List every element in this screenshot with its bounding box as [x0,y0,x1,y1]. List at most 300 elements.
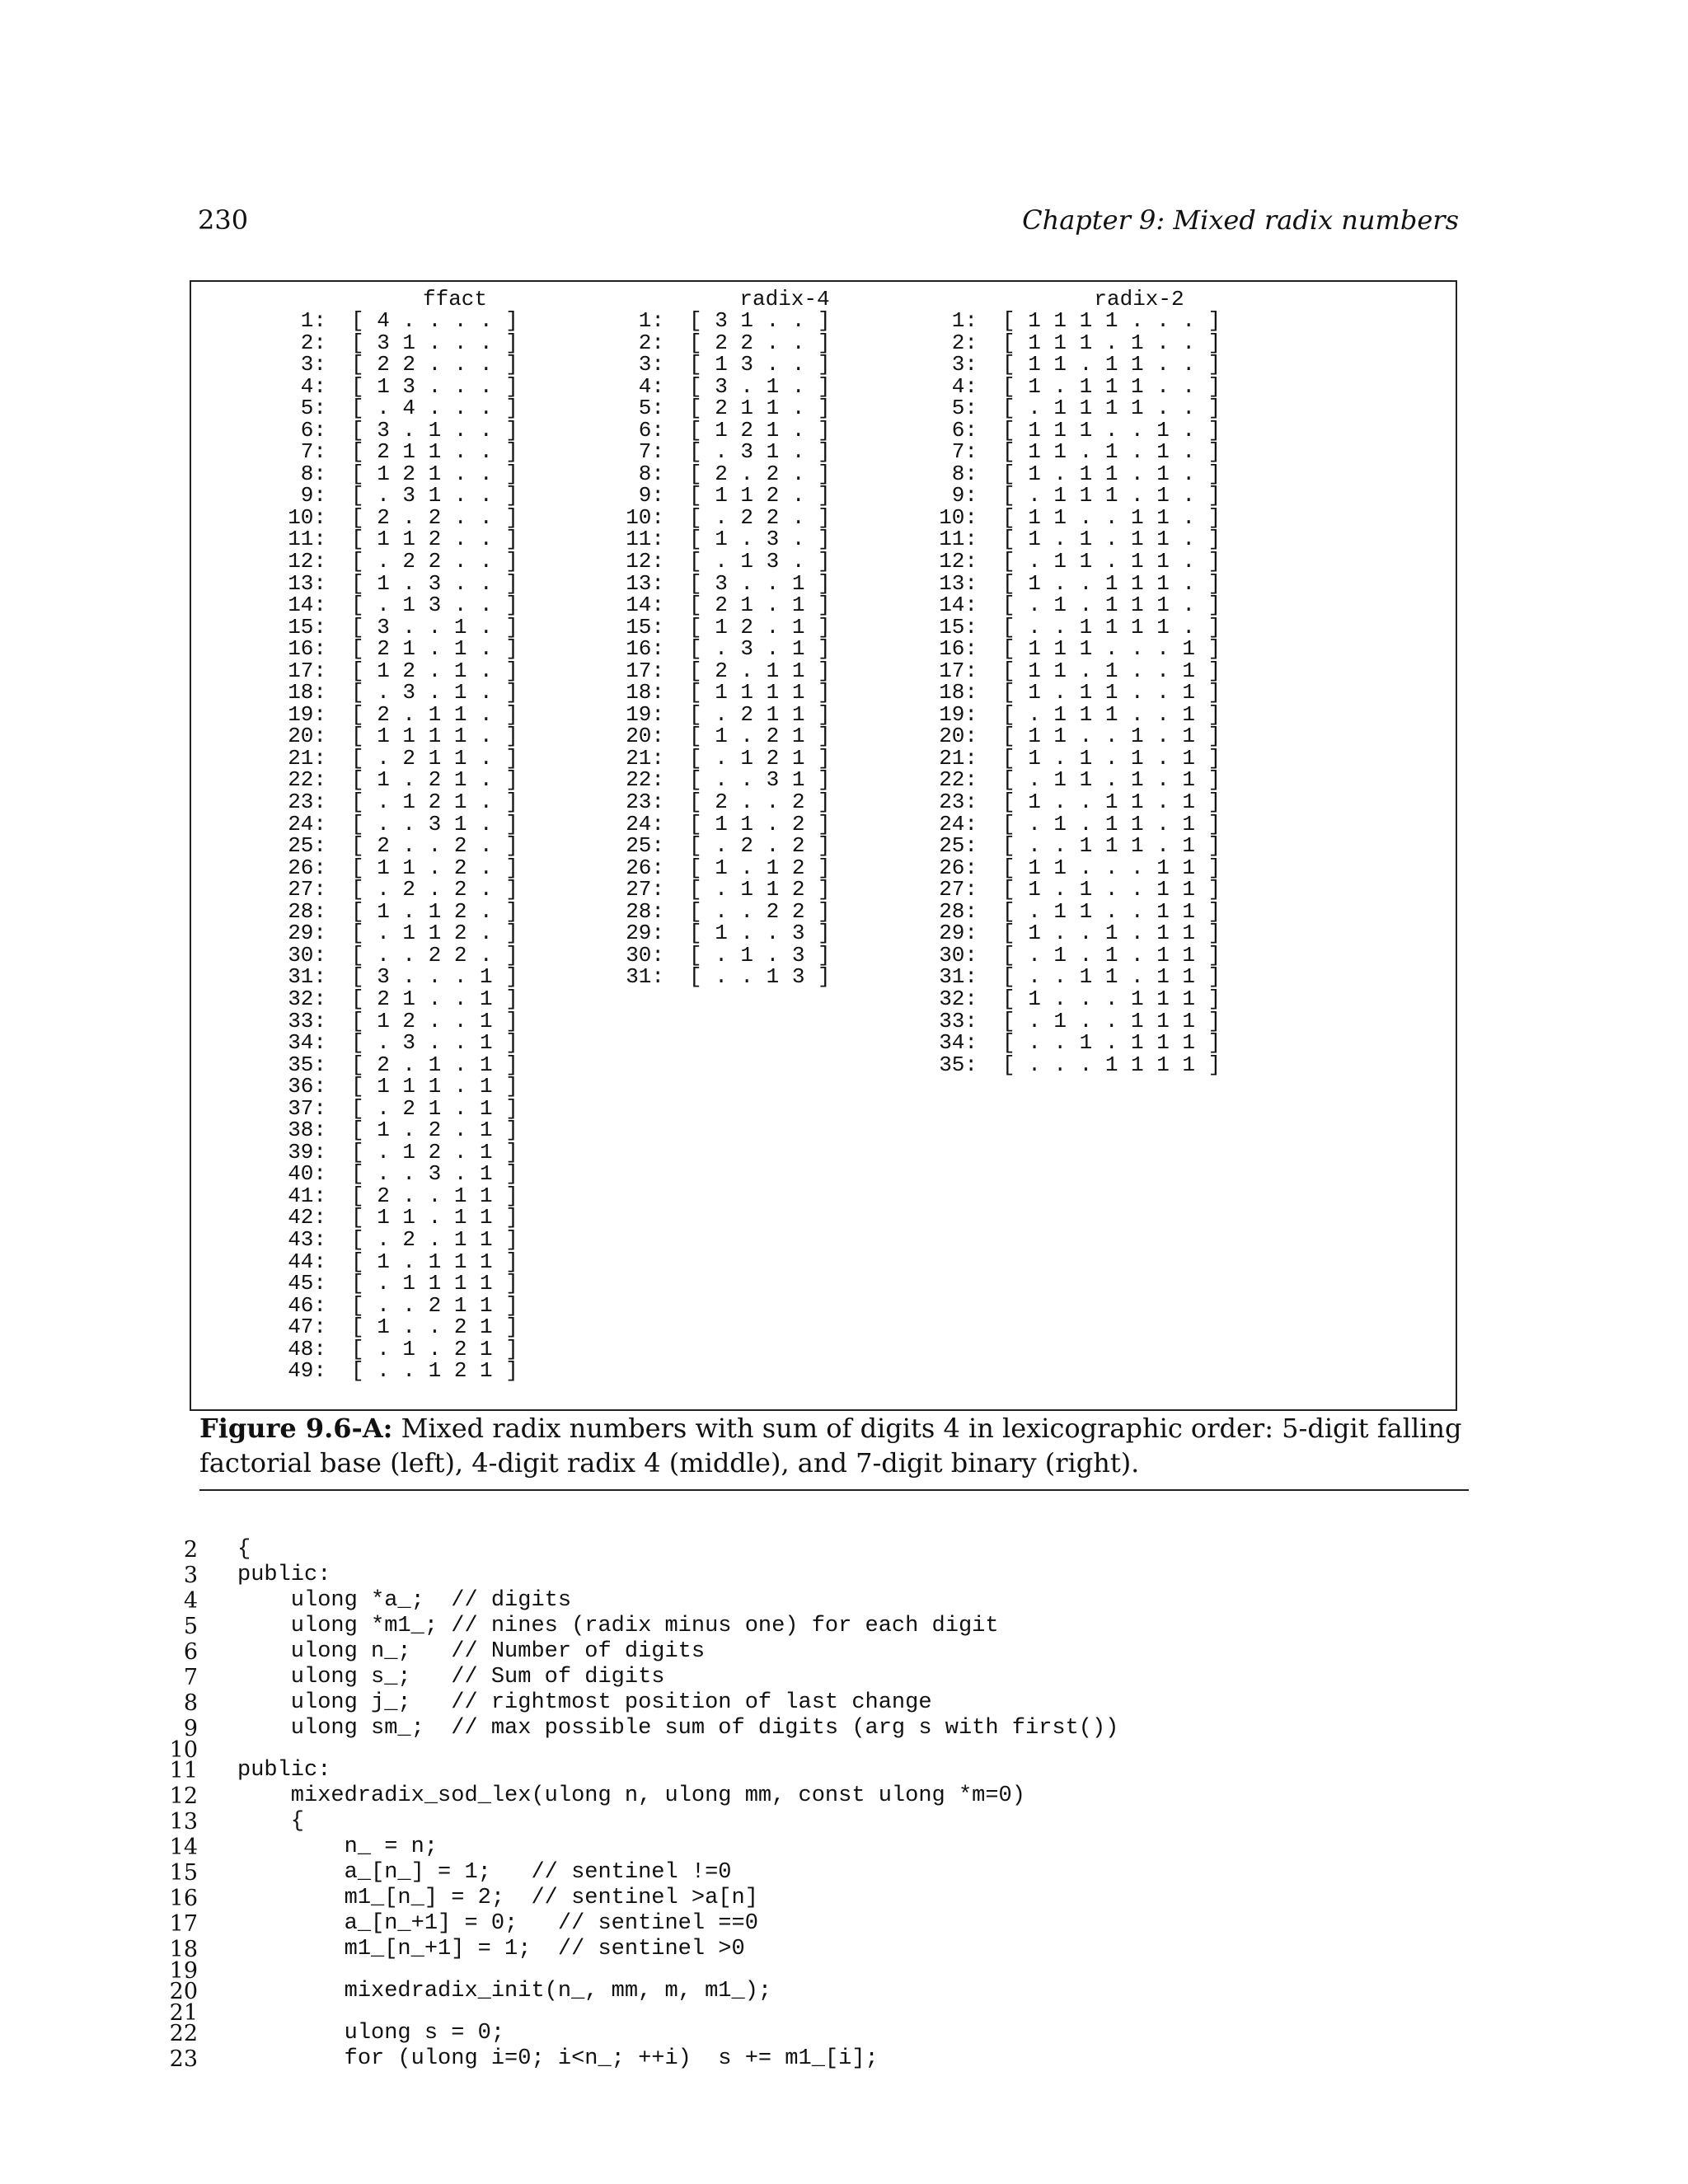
row-digits: [ . 3 . . 1 ] [351,1030,518,1056]
row-number: 8: [300,461,326,486]
row-number: 31: [626,964,664,990]
figure-row [274,835,537,857]
row-digits: [ 1 1 1 1 . . . ] [1002,308,1221,333]
figure-row [274,1119,537,1141]
row-number: 20: [939,724,978,749]
row-digits: [ 3 . . . 1 ] [351,964,518,990]
row-digits: [ 3 . . 1 . ] [351,614,518,640]
row-digits: [ . 2 . 1 1 ] [351,1226,518,1252]
code-line-number: 8 [183,1690,198,1716]
row-digits: [ . 1 2 1 . ] [351,790,518,815]
row-number: 18: [288,680,326,705]
code-line-text: mixedradix_init(n_, mm, m, m1_); [237,1979,772,2004]
row-number: 33: [939,1008,978,1033]
code-line-text: ulong j_; // rightmost position of last change [237,1690,932,1715]
figure-row [274,1010,537,1033]
row-digits: [ 1 2 . 1 . ] [351,658,518,683]
figure-row [925,504,1238,530]
row-digits: [ 1 . 2 . 1 ] [351,1118,518,1143]
figure-row [612,463,859,485]
figure-row [274,594,537,616]
figure-row [274,1338,537,1361]
row-number: 39: [288,1139,326,1165]
figure-row [925,441,1238,463]
row-number: 5: [638,396,664,421]
figure-row [612,354,859,376]
figure-row [274,966,537,988]
code-line-text: n_ = n; [237,1835,438,1859]
code-line-number: 4 [183,1588,198,1614]
row-number: 19: [939,701,978,727]
row-number: 32: [288,986,326,1011]
row-number: 11: [288,527,326,552]
figure-caption-text: Mixed radix numbers with sum of digits 4 in lexicographic order: 5-digit falling factorial base (left), 4-digit radix 4 (middle), and 7-digit binary (right). [199,1413,1462,1479]
figure-row [925,1010,1238,1033]
row-number: 35: [939,1052,978,1077]
figure-row [274,922,537,944]
figure-row [612,922,859,944]
figure-row [274,725,537,748]
row-number: 2: [300,330,326,355]
row-number: 7: [300,439,326,465]
row-number: 26: [939,855,978,880]
row-number: 24: [288,811,326,837]
code-line-text: ulong s = 0; [237,2021,505,2046]
row-number: 47: [288,1315,326,1340]
row-number: 8: [951,461,978,486]
row-digits: [ 1 1 1 . . 1 . ] [1002,417,1221,443]
figure-row [925,310,1238,332]
figure-row [274,332,537,354]
row-number: 21: [626,745,664,771]
row-number: 20: [626,724,664,749]
figure-row [612,310,859,332]
code-line [165,1690,932,1716]
row-number: 38: [288,1118,326,1143]
figure-row [925,397,1238,419]
row-number: 9: [638,483,664,509]
row-digits: [ 2 . 1 . 1 ] [351,1052,518,1077]
row-number: 35: [288,1052,326,1077]
row-digits: [ 2 1 1 . . ] [351,439,518,465]
figure-row [925,879,1238,901]
figure-box [190,280,1457,1411]
row-digits: [ . 1 1 . . 1 1 ] [1002,898,1221,924]
code-line-text: { [237,1537,251,1562]
row-digits: [ . . 1 2 1 ] [351,1358,518,1384]
row-digits: [ 1 1 . 2 ] [689,811,831,837]
row-digits: [ 1 1 2 . . ] [351,527,518,552]
figure-row [925,745,1238,771]
code-line [165,1809,305,1835]
row-number: 24: [939,811,978,837]
row-number: 27: [626,877,664,902]
row-number: 20: [288,724,326,749]
figure-row [612,528,859,551]
figure-row [612,570,859,596]
row-number: 23: [626,790,664,815]
figure-row [612,813,859,836]
row-number: 6: [300,417,326,443]
row-number: 9: [300,483,326,509]
figure-row [925,966,1238,988]
code-line-text: public: [237,1563,331,1587]
row-number: 43: [288,1226,326,1252]
figure-row [925,485,1238,507]
code-line-text: ulong sm_; // max possible sum of digits (arg s with first()) [237,1716,1119,1741]
caption-rule [199,1489,1469,1491]
code-line-number: 18 [169,1937,198,1962]
figure-row [612,397,859,419]
code-line [165,2021,505,2046]
row-number: 17: [626,658,664,683]
figure-row [925,638,1238,660]
row-digits: [ . . 1 3 ] [689,964,831,990]
row-digits: [ 1 1 1 . 1 ] [351,1074,518,1099]
row-number: 22: [626,767,664,793]
code-line-text: a_[n_] = 1; // sentinel !=0 [237,1860,732,1885]
code-line [165,1737,198,1763]
figure-column-ffact [274,288,537,1382]
row-digits: [ . . 2 2 ] [689,898,831,924]
figure-row [274,504,537,530]
figure-row [925,701,1238,727]
code-line-text: ulong *m1_; // nines (radix minus one) for each digit [237,1614,999,1638]
row-number: 30: [939,942,978,968]
code-line [165,1537,251,1563]
figure-row [612,332,859,354]
row-digits: [ 2 . 2 . ] [689,461,831,486]
row-number: 40: [288,1161,326,1187]
code-line [165,1783,1025,1809]
figure-row [274,660,537,682]
figure-row [925,528,1238,551]
row-digits: [ . 3 1 . . ] [351,483,518,509]
figure-row [274,528,537,551]
row-number: 12: [626,549,664,574]
row-digits: [ . 2 1 . 1 ] [351,1095,518,1121]
row-digits: [ . 3 . 1 . ] [351,680,518,705]
row-number: 12: [288,549,326,574]
row-digits: [ 1 . 2 1 . ] [351,767,518,793]
figure-row [925,725,1238,748]
figure-row [925,551,1238,573]
row-digits: [ 1 1 . 1 1 . . ] [1002,352,1221,377]
code-line-text: public: [237,1758,331,1783]
row-digits: [ 3 . 1 . ] [689,373,831,399]
row-digits: [ . 1 . 1 . 1 1 ] [1002,942,1221,968]
row-digits: [ 1 1 . 1 . . 1 ] [1002,658,1221,683]
row-number: 7: [638,439,664,465]
row-number: 2: [638,330,664,355]
code-line [165,1563,331,1588]
row-digits: [ . 1 1 1 . . 1 ] [1002,701,1221,727]
row-digits: [ . . . 1 1 1 1 ] [1002,1052,1221,1077]
row-number: 19: [626,701,664,727]
row-digits: [ 1 1 1 1 . ] [351,724,518,749]
figure-row [274,485,537,507]
row-digits: [ . 1 1 1 1 . . ] [1002,396,1221,421]
figure-row [274,397,537,419]
row-number: 32: [939,986,978,1011]
figure-row [612,616,859,639]
row-number: 18: [626,680,664,705]
figure-row [274,857,537,879]
figure-row [612,898,859,924]
row-number: 16: [626,636,664,662]
row-number: 15: [288,614,326,640]
row-number: 10: [939,504,978,530]
figure-row [925,944,1238,967]
row-number: 46: [288,1292,326,1318]
row-number: 48: [288,1336,326,1361]
figure-row [612,638,859,660]
row-digits: [ . 1 2 1 ] [689,745,831,771]
row-number: 17: [288,658,326,683]
row-digits: [ 1 1 . 1 . 1 . ] [1002,439,1221,465]
figure-row [274,1316,537,1338]
code-line [165,1958,198,1984]
row-number: 11: [939,527,978,552]
row-digits: [ . . 1 1 . 1 1 ] [1002,964,1221,990]
code-line-number: 21 [169,2000,198,2026]
figure-row [612,745,859,771]
row-digits: [ . 1 1 . 1 . 1 ] [1002,767,1221,793]
row-number: 7: [951,439,978,465]
row-digits: [ . 4 . . . ] [351,396,518,421]
row-digits: [ . 1 2 . 1 ] [351,1139,518,1165]
figure-row [612,660,859,682]
figure-row [274,1272,537,1295]
row-number: 34: [288,1030,326,1056]
row-digits: [ . 3 1 . ] [689,439,831,465]
figure-row [612,835,859,857]
row-number: 30: [288,942,326,968]
code-line [165,1639,706,1665]
code-line-text: mixedradix_sod_lex(ulong n, ulong mm, const ulong *m=0) [237,1783,1025,1808]
row-number: 6: [638,417,664,443]
row-digits: [ 1 . 1 . 1 . 1 ] [1002,745,1221,771]
row-number: 15: [626,614,664,640]
code-line [165,2000,198,2026]
code-line-number: 13 [169,1809,198,1835]
figure-row [274,701,537,727]
row-digits: [ 1 . . 1 1 1 . ] [1002,570,1221,596]
row-number: 22: [288,767,326,793]
row-digits: [ 1 . . 1 . 1 1 ] [1002,921,1221,946]
row-number: 13: [939,570,978,596]
column-title: ffact [422,287,487,312]
row-digits: [ 2 1 . 1 . ] [351,636,518,662]
row-digits: [ 2 1 . . 1 ] [351,986,518,1011]
figure-row [612,857,859,879]
code-line-number: 12 [169,1783,198,1809]
row-number: 25: [288,833,326,859]
row-digits: [ 1 . 1 2 ] [689,855,831,880]
row-number: 13: [288,570,326,596]
row-digits: [ 1 2 1 . ] [689,417,831,443]
row-number: 21: [288,745,326,771]
figure-row [274,682,537,704]
row-digits: [ 3 1 . . . ] [351,330,518,355]
row-digits: [ 1 . 3 . ] [689,527,831,552]
figure-row [274,745,537,771]
row-digits: [ . 1 1 . 1 1 . ] [1002,549,1221,574]
code-line-number: 22 [169,2021,198,2046]
row-digits: [ . . 3 . 1 ] [351,1161,518,1187]
row-digits: [ 3 . 1 . . ] [351,417,518,443]
figure-row [612,944,859,967]
row-digits: [ . . 1 1 1 1 . ] [1002,614,1221,640]
figure-row [274,441,537,463]
figure-row [274,463,537,485]
row-number: 21: [939,745,978,771]
row-digits: [ . 3 . 1 ] [689,636,831,662]
code-line-number: 15 [169,1860,198,1886]
code-line [165,2046,879,2072]
row-number: 16: [939,636,978,662]
row-number: 4: [300,373,326,399]
row-digits: [ 1 . 1 . . 1 1 ] [1002,877,1221,902]
row-digits: [ 1 1 . . 1 . 1 ] [1002,724,1221,749]
row-digits: [ 1 1 2 . ] [689,483,831,509]
figure-row [612,594,859,616]
figure-row [274,769,537,791]
code-line-number: 6 [183,1639,198,1665]
figure-row [925,769,1238,791]
row-number: 14: [626,593,664,618]
figure-row [274,1207,537,1229]
figure-row [612,682,859,704]
figure-row [925,898,1238,924]
row-number: 25: [626,833,664,859]
code-line [165,1588,572,1614]
row-digits: [ 1 . 1 1 . . 1 ] [1002,680,1221,705]
column-title: radix-2 [1094,287,1184,312]
code-line-number: 5 [183,1614,198,1639]
row-digits: [ 1 1 1 1 ] [689,680,831,705]
figure-row [274,373,537,399]
figure-row [925,419,1238,442]
figure-row [612,373,859,399]
row-number: 13: [626,570,664,596]
code-line-text: ulong s_; // Sum of digits [237,1665,665,1690]
row-number: 49: [288,1358,326,1384]
figure-row [925,922,1238,944]
row-digits: [ . 1 . . 1 1 1 ] [1002,1008,1221,1033]
row-number: 27: [939,877,978,902]
running-head: Chapter 9: Mixed radix numbers [1022,204,1459,236]
row-number: 29: [288,921,326,946]
row-digits: [ 1 . 1 . 1 1 . ] [1002,527,1221,552]
figure-row [274,1292,537,1318]
row-number: 4: [951,373,978,399]
figure-row [925,988,1238,1010]
figure-row [274,1226,537,1252]
code-line [165,1886,758,1911]
row-digits: [ . . 2 1 1 ] [351,1292,518,1318]
row-digits: [ 1 1 . 1 1 ] [351,1205,518,1230]
figure-row [925,594,1238,616]
row-number: 23: [288,790,326,815]
code-line-text: for (ulong i=0; i<n_; ++i) s += m1_[i]; [237,2046,879,2071]
row-number: 10: [288,504,326,530]
row-number: 44: [288,1249,326,1274]
figure-row [925,616,1238,639]
row-number: 16: [288,636,326,662]
row-digits: [ 2 . . 2 ] [689,790,831,815]
row-digits: [ . 1 1 2 ] [689,877,831,902]
figure-row [274,616,537,639]
code-line-text: m1_[n_] = 2; // sentinel >a[n] [237,1886,758,1910]
figure-row [925,463,1238,485]
figure-row [274,419,537,442]
figure-row [274,1076,537,1098]
figure-row [612,725,859,748]
row-digits: [ . . 1 . 1 1 1 ] [1002,1030,1221,1056]
code-line-number: 7 [183,1665,198,1690]
row-digits: [ . 2 2 . . ] [351,549,518,574]
code-line-number: 19 [169,1958,198,1984]
row-number: 3: [951,352,978,377]
row-digits: [ 2 . . 2 . ] [351,833,518,859]
figure-row [274,1185,537,1207]
row-number: 28: [939,898,978,924]
figure-row [925,835,1238,857]
figure-row [274,1360,537,1382]
row-digits: [ 1 1 1 . . . 1 ] [1002,636,1221,662]
row-number: 15: [939,614,978,640]
row-number: 22: [939,767,978,793]
figure-row [925,791,1238,813]
row-digits: [ . 2 1 1 . ] [351,745,518,771]
row-digits: [ 1 . . . 1 1 1 ] [1002,986,1221,1011]
row-number: 14: [288,593,326,618]
row-digits: [ 2 2 . . . ] [351,352,518,377]
row-digits: [ 1 . 1 1 1 ] [351,1249,518,1274]
row-number: 5: [951,396,978,421]
row-digits: [ 1 . . 2 1 ] [351,1315,518,1340]
figure-row [274,1251,537,1273]
figure-row [274,310,537,332]
code-line-number: 3 [183,1563,198,1588]
code-line-number: 20 [169,1979,198,2004]
code-line-number: 16 [169,1886,198,1911]
code-line-text: a_[n_+1] = 0; // sentinel ==0 [237,1911,758,1936]
row-number: 29: [939,921,978,946]
figure-row [274,638,537,660]
code-line-text: ulong n_; // Number of digits [237,1639,706,1664]
code-line [165,1665,665,1690]
figure-row [274,1163,537,1185]
row-digits: [ . 2 . 2 . ] [351,877,518,902]
code-line [165,1860,732,1886]
row-digits: [ 1 . 1 1 1 . . ] [1002,373,1221,399]
code-line-number: 11 [169,1758,198,1783]
row-digits: [ 1 . 1 1 . 1 . ] [1002,461,1221,486]
figure-row [274,354,537,376]
row-digits: [ 1 . . 3 ] [689,921,831,946]
code-line-number: 2 [183,1537,198,1563]
row-number: 37: [288,1095,326,1121]
figure-row [274,944,537,967]
figure-row [274,1032,537,1054]
row-digits: [ . 1 1 1 . 1 . ] [1002,483,1221,509]
figure-row [274,551,537,573]
figure-row [925,813,1238,836]
row-digits: [ 1 . . 1 1 . 1 ] [1002,790,1221,815]
figure-caption [199,1411,1469,1480]
